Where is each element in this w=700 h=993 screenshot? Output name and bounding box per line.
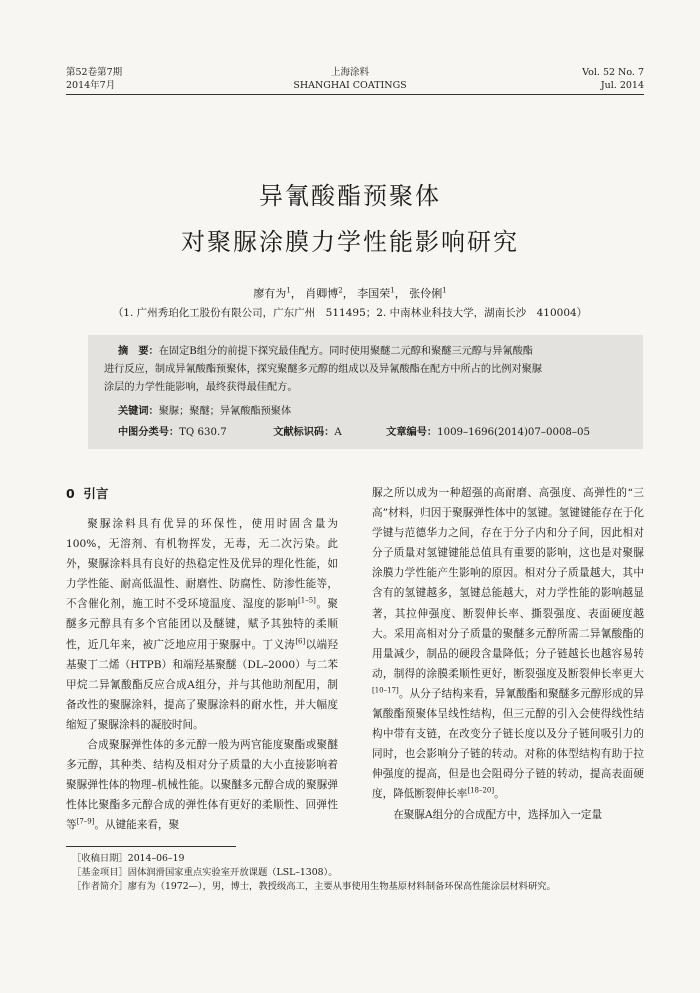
abstract-label: 摘 要： (118, 346, 159, 357)
abstract-line-2: 进行反应，制成异氰酸酯预聚体，探究聚醚多元醇的组成以及异氰酸酯在配方中所占的比例对聚脲 (104, 364, 543, 375)
classification-line (118, 425, 590, 440)
footnote-author-bio: ［作者简介］廖有为（1972—），男，博士，教授级高工，主要从事使用生物基原材料制备环保高性能涂层材料研究。 (72, 881, 556, 892)
section-heading (66, 484, 108, 502)
volume-issue-en: Vol. 52 No. 7 (582, 67, 644, 78)
section-number: 0 (66, 486, 75, 501)
text-run: 。 (494, 788, 505, 801)
text-run: 。从键能来看，聚 (94, 819, 180, 832)
volume-issue-cn: 第52卷第7期 (66, 67, 123, 78)
author-affil-mark: 1 (286, 286, 291, 295)
text-run: 合成聚脲弹性体的多元醇一般为两官能度聚酯或聚醚多元醇，其种类、结构及相对分子质量的大小直接影响着聚脲弹性体的物理–机械性能。以聚醚多元醇合成的聚脲弹性体比聚酯多元醇合成的弹性体有更好的柔顺性、回弹性等 (66, 739, 338, 832)
journal-volume-en (582, 66, 644, 92)
author-affil-mark: 1 (390, 286, 395, 295)
date-en: Jul. 2014 (600, 80, 644, 91)
paragraph: 在聚脲A组分的合成配方中，选择加入一定量 (393, 808, 603, 821)
keywords-label: 关键词： (118, 406, 159, 417)
title-line-2: 对聚脲涂膜力学性能影响研究 (181, 228, 519, 256)
left-column (66, 514, 338, 836)
doc-code-label: 文献标识码： (273, 427, 335, 438)
abstract-line-1 (118, 344, 533, 359)
clc-label: 中图分类号： (118, 427, 180, 438)
journal-name-cn: 上海涂料 (330, 67, 369, 78)
text-run: 。从分子结构来看，异氰酸酯和聚醚多元醇形成的异氰酸酯预聚体呈线性结构，但三元醇的引入会使得线性结构中带有支链，在改变分子链长度以及分子链间吸引力的同时，也会影响分子链的转动。对称的体型结构有助于拉伸强度的提高，但是也会阻碍分子链的转动，提高表面硬度，降低断裂伸长率 (372, 687, 644, 801)
header-rule (66, 94, 644, 95)
footnote-rule (66, 846, 236, 847)
title-line-1: 异氰酸酯预聚体 (259, 182, 441, 210)
journal-name (250, 66, 450, 92)
citation: [6] (295, 637, 306, 646)
keywords-line (118, 404, 291, 419)
article-no-label: 文章编号： (386, 427, 438, 438)
keywords-text: 聚脲；聚醚；异氰酸酯预聚体 (158, 406, 292, 417)
article-no-value: 1009–1696(2014)07–0008–05 (437, 427, 590, 438)
author-name: 廖有为 (253, 287, 287, 300)
date-cn: 2014年7月 (66, 80, 116, 91)
citation: [18–20] (467, 786, 495, 795)
citation: [10–17] (372, 686, 399, 695)
affiliations: （1. 广州秀珀化工股份有限公司，广东广州 511495；2. 中南林业科技大学，湖南长沙 410004） (112, 307, 588, 319)
paragraph (372, 483, 644, 805)
paragraph (66, 514, 338, 735)
abstract-line-3: 涂层的力学性能影响，最终获得最佳配方。 (104, 382, 298, 393)
clc-value: TQ 630.7 (179, 427, 227, 438)
author-name: 李国荣 (357, 287, 391, 300)
text-run: 。聚醚多元醇具有多个官能团以及醚键，赋予其独特的柔顺性，近几年来，被广泛地应用于聚脲中。丁义涛 (66, 598, 339, 651)
right-column (372, 483, 644, 825)
footnote-received: ［收稿日期］2014–06–19 (72, 853, 185, 864)
citation: [7–9] (76, 817, 95, 826)
author-name: 张伶俐 (409, 287, 443, 300)
journal-name-en: SHANGHAI COATINGS (293, 80, 407, 91)
journal-volume-issue (66, 66, 122, 92)
citation: [1–5] (298, 596, 316, 605)
text-run: 聚脲涂料具有优异的环保性，使用时固含量为100%，无溶剂、有机物挥发，无毒，无二次污染。此外，聚脲涂料具有良好的热稳定性及优异的理化性能，如力学性能、耐高低温性、耐磨性、防腐性、防渗性能等，不含催化剂，施工时不受环境温度、湿度的影响 (66, 518, 338, 611)
abstract-text: 在固定B组分的前提下探究最佳配方。同时使用聚醚二元醇和聚醚三元醇与异氰酸酯 (158, 346, 533, 357)
text-run: 以端羟基聚丁二烯（HTPB）和端羟基聚醚（DL–2000）与二苯甲烷二异氰酸酯反应合成A组分，并与其他助剂配用，制备改性的聚脲涂料，提高了聚脲涂料的耐水性，并大幅度缩短了聚脲涂料的凝胶时间。 (66, 638, 339, 731)
paragraph (66, 735, 338, 835)
author-affil-mark: 2 (338, 286, 343, 295)
text-run: 脲之所以成为一种超强的高耐磨、高强度、高弹性的“三高”材料，归因于聚脲弹性体中的氢键。氢键键能存在于化学键与范德华力之间，存在于分子内和分子间，因此相对分子质量对氢键键能总值具有重要的影响，这也是对聚脲涂膜力学性能产生影响的原因。相对分子质量越大，其中含有的氢键越多，氢键总能越大，对力学性能的影响越显著，其拉伸强度、断裂伸长率、撕裂强度、表面硬度越大。采用高相对分子质量的聚醚多元醇所需二异氰酸酯的用量减少，制品的硬段含量降低；分子链越长也越容易转动，制得的涂膜柔顺性更好，断裂强度及断裂伸长率更大 (372, 487, 644, 680)
section-title: 引言 (83, 486, 109, 501)
author-affil-mark: 1 (442, 286, 447, 295)
author-list: 廖有为$^1$， 肖卿博$^2$， 李国荣$^1$， 张伶俐$^1$ (253, 286, 447, 300)
author-name: 肖卿博 (305, 287, 339, 300)
doc-code-value: A (334, 427, 342, 438)
footnote-fund: ［基金项目］固体润滑国家重点实验室开放课题（LSL–1308）。 (72, 867, 338, 878)
